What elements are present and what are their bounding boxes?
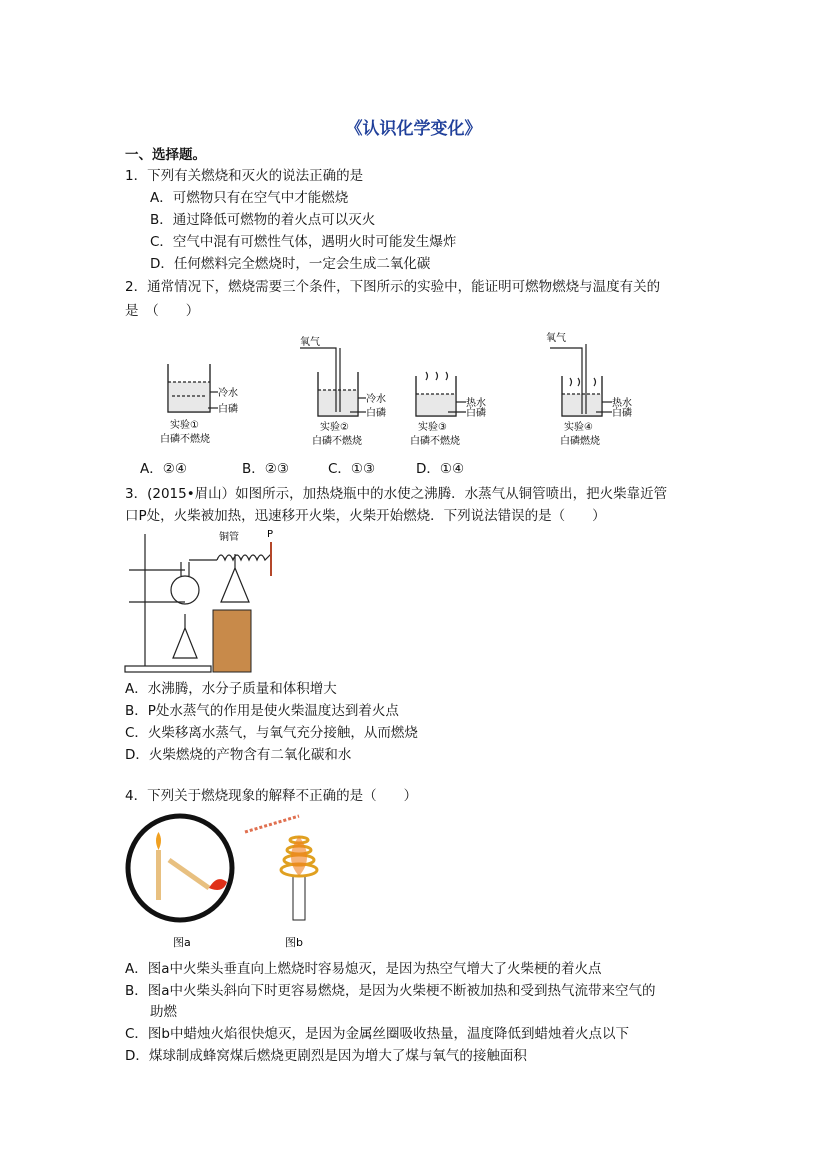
q2-option-b: B．②③ (242, 461, 289, 477)
white-p-label-2: 白磷 (366, 408, 386, 419)
exp2-label: 实验② (320, 422, 349, 433)
q3-option-d: D．火柴燃烧的产物含有二氧化碳和水 (125, 747, 352, 763)
q4-option-b: B．图a中火柴头斜向下时更容易燃烧，是因为火柴梗不断被加热和受到热气流带来空气的 (125, 983, 656, 999)
exp2-result: 白磷不燃烧 (312, 436, 362, 447)
p-label: P (267, 529, 274, 540)
q3-option-b: B．P处水蒸气的作用是使火柴温度达到着火点 (125, 703, 399, 719)
white-p-label-3: 白磷 (466, 408, 486, 419)
q3-stem-line1: 3．(2015•眉山）如图所示，加热烧瓶中的水使之沸腾．水蒸气从铜管喷出，把火柴靠近管 (125, 486, 668, 502)
q3-option-a: A．水沸腾，水分子质量和体积增大 (125, 681, 337, 697)
exp3-label: 实验③ (418, 422, 447, 433)
page-title: 《认识化学变化》 (345, 119, 482, 139)
hot-water-label-3: 热水 (466, 398, 486, 409)
white-p-label-1: 白磷 (218, 404, 238, 415)
hot-water-label-4: 热水 (612, 398, 632, 409)
q4-stem: 4．下列关于燃烧现象的解释不正确的是（ ） (125, 788, 418, 804)
q2-option-a: A．②④ (140, 461, 187, 477)
q3-option-c: C．火柴移离水蒸气，与氧气充分接触，从而燃烧 (125, 725, 418, 741)
oxygen-label-2: 氧气 (546, 333, 566, 344)
q4-option-d: D．煤球制成蜂窝煤后燃烧更剧烈是因为增大了煤与氧气的接触面积 (125, 1048, 527, 1064)
cold-water-label-1: 冷水 (218, 388, 238, 399)
q4-option-b-cont: 助燃 (150, 1004, 177, 1020)
q4-figure (125, 810, 325, 956)
q1-option-a: A．可燃物只有在空气中才能燃烧 (150, 190, 349, 206)
copper-tube-label: 铜管 (219, 532, 239, 543)
cold-water-label-2: 冷水 (366, 394, 386, 405)
q2-stem-line1: 2．通常情况下，燃烧需要三个条件，下图所示的实验中，能证明可燃物燃烧与温度有关的 (125, 279, 661, 295)
q3-apparatus-figure (125, 528, 295, 674)
fig-b-label: 图b (285, 936, 303, 949)
section-heading: 一、选择题。 (125, 147, 206, 163)
q1-option-c: C．空气中混有可燃性气体，遇明火时可能发生爆炸 (150, 234, 457, 250)
q2-option-c: C．①③ (328, 461, 376, 477)
exp4-label: 实验④ (564, 422, 593, 433)
q1-stem: 1．下列有关燃烧和灭火的说法正确的是 (125, 168, 364, 184)
q3-stem-line2: 口P处，火柴被加热，迅速移开火柴，火柴开始燃烧．下列说法错误的是（ ） (125, 508, 606, 524)
q1-option-d: D．任何燃料完全燃烧时，一定会生成二氧化碳 (150, 256, 431, 272)
exp3-result: 白磷不燃烧 (410, 436, 460, 447)
oxygen-label-1: 氧气 (300, 337, 320, 348)
exp1-label: 实验① (170, 420, 199, 431)
q2-stem-line2: 是 （ ） (125, 303, 200, 319)
q1-option-b: B．通过降低可燃物的着火点可以灭火 (150, 212, 376, 228)
fig-a-label: 图a (173, 936, 191, 949)
exp4-result: 白磷燃烧 (560, 436, 600, 447)
q2-option-d: D．①④ (416, 461, 465, 477)
q2-experiment-figure (150, 333, 632, 452)
white-p-label-4: 白磷 (612, 408, 632, 419)
q4-option-c: C．图b中蜡烛火焰很快熄灭，是因为金属丝圈吸收热量，温度降低到蜡烛着火点以下 (125, 1026, 629, 1042)
q4-option-a: A．图a中火柴头垂直向上燃烧时容易熄灭，是因为热空气增大了火柴梗的着火点 (125, 961, 602, 977)
exp1-result: 白磷不燃烧 (160, 434, 210, 445)
